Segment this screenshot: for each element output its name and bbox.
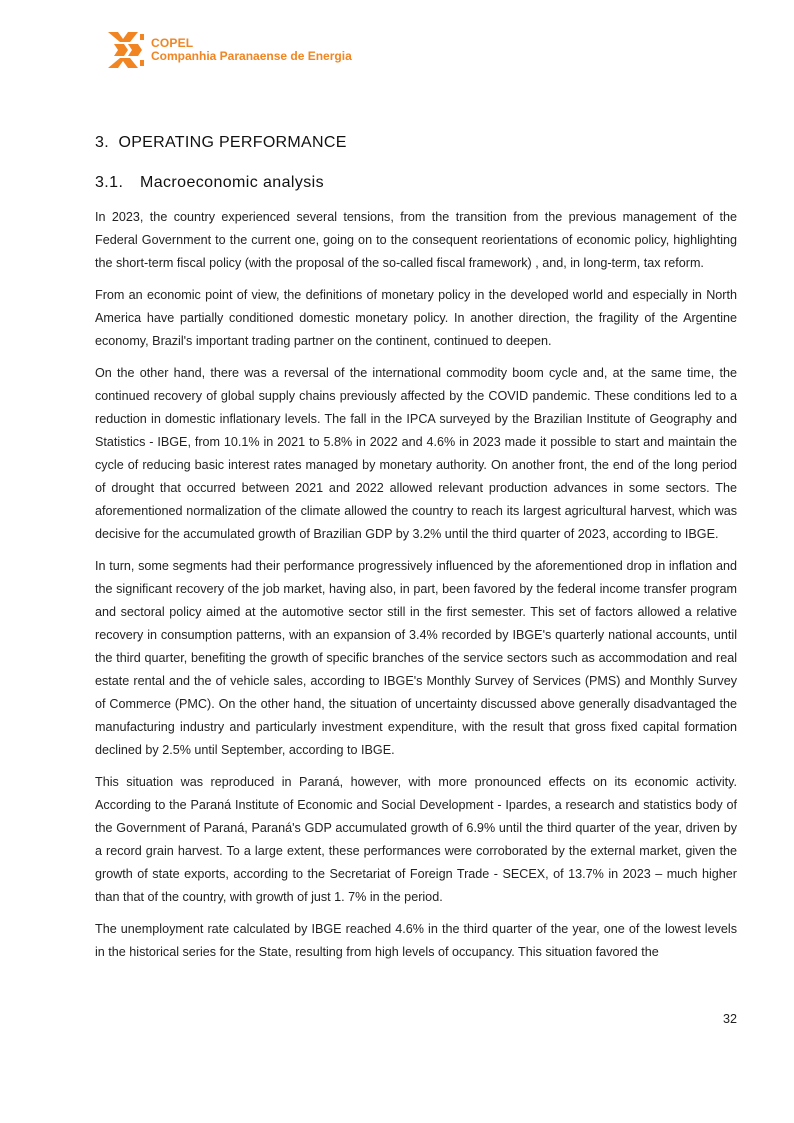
copel-logo-icon (106, 30, 146, 70)
paragraph: This situation was reproduced in Paraná, however, with more pronounced effects on its economic activity. According to the Paraná Institute of Economic and Social Development - Ipardes, a research and statistics body of the Government of Paraná, Paraná's GDP accumulated growth of 6.9% until the third quarter of the year, driven by a record grain harvest. To a large extent, these performances were corroborated by the external market, given the growth of state exports, according to the Secretariat of Foreign Trade - SECEX, of 13.7% in 2023 – much higher than that of the country, with growth of just 1. 7% in the period. (95, 775, 737, 904)
paragraph: In turn, some segments had their performance progressively influenced by the aforementioned drop in inflation and the significant recovery of the job market, having also, in part, been favored by the federal income transfer program and sectoral policy aimed at the automotive sector still in the first semester. This set of factors allowed a relative recovery in consumption patterns, with an expansion of 3.4% recorded by IBGE's quarterly national accounts, until the third quarter, benefiting the growth of specific branches of the service sectors such as accommodation and real estate rental and the of vehicle sales, according to IBGE's Monthly Survey of Services (PMS) and Monthly Survey of Commerce (PMC). On the other hand, the situation of uncertainty discussed above generally disadvantaged the manufacturing industry and particularly investment expenditure, with the result that gross fixed capital formation declined by 2.5% until September, according to IBGE. (95, 559, 737, 757)
company-short-name: COPEL (151, 36, 194, 50)
subsection-number: 3.1. (95, 174, 124, 191)
page-header (106, 30, 406, 70)
section-title: OPERATING PERFORMANCE (118, 134, 347, 151)
section-number: 3. (95, 134, 109, 151)
paragraph: On the other hand, there was a reversal of the international commodity boom cycle and, at the same time, the continued recovery of global supply chains previously affected by the COVID pandemic. These conditions led to a reduction in domestic inflationary levels. The fall in the IPCA surveyed by the Brazilian Institute of Geography and Statistics - IBGE, from 10.1% in 2021 to 5.8% in 2022 and 4.6% in 2023 made it possible to start and maintain the cycle of reducing basic interest rates managed by monetary authority. On another front, the end of the long period of drought that occurred between 2021 and 2022 allowed relevant production advances in some sectors. The aforementioned normalization of the climate allowed the country to reach its largest agricultural harvest, which was decisive for the accumulated growth of Brazilian GDP by 3.2% until the third quarter of 2023, according to IBGE. (95, 366, 737, 541)
paragraph: From an economic point of view, the definitions of monetary policy in the developed world and especially in North America have partially conditioned domestic monetary policy. In another direction, the fragility of the Argentine economy, Brazil's important trading partner on the continent, continued to deepen. (95, 288, 737, 348)
company-full-name: Companhia Paranaense de Energia (151, 49, 352, 63)
section-heading (95, 130, 737, 156)
paragraph: In 2023, the country experienced several tensions, from the transition from the previous management of the Federal Government to the current one, going on to the consequent reorientations of economic policy, highlighting the short-term fiscal policy (with the proposal of the so-called fiscal framework) , and, in long-term, tax reform. (95, 210, 737, 270)
paragraph: The unemployment rate calculated by IBGE reached 4.6% in the third quarter of the year, one of the lowest levels in the historical series for the State, resulting from high levels of occupancy. This situation favored the (95, 922, 737, 959)
subsection-heading (95, 170, 737, 196)
subsection-title: Macroeconomic analysis (140, 174, 324, 191)
page-number: 32 (722, 1012, 737, 1026)
company-logo-text (151, 37, 352, 63)
document-body (95, 130, 737, 964)
